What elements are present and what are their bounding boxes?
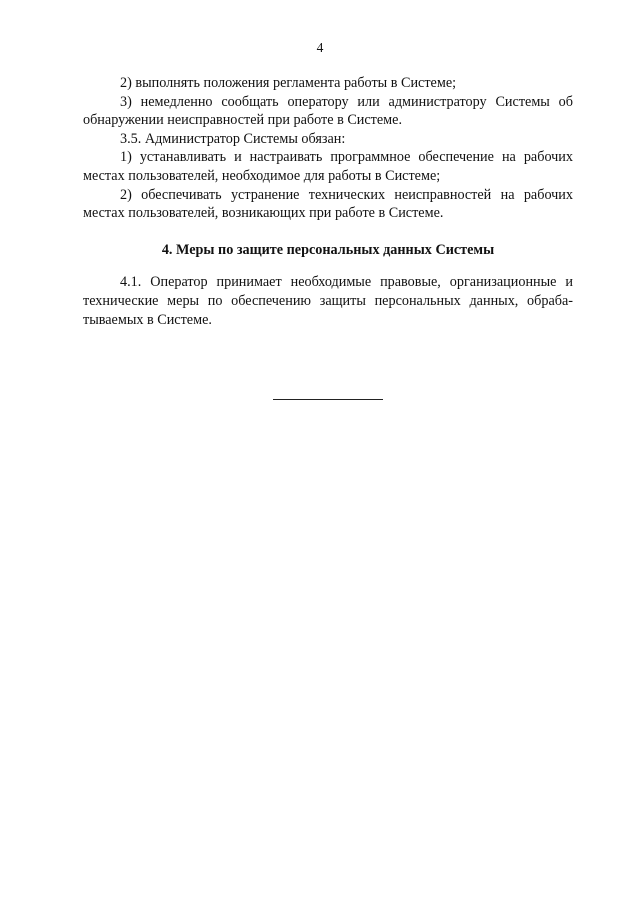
text-line: 4.1. Оператор принимает необходимые правовые, организационные и bbox=[120, 274, 573, 291]
text-line: 1) устанавливать и настраивать программное обеспечение на рабочих bbox=[120, 149, 573, 166]
section-4-text bbox=[83, 273, 573, 329]
text-line: обнаружении неисправностей при работе в Системе. bbox=[83, 112, 402, 129]
section-3-text bbox=[83, 74, 573, 223]
text-line: 3) немедленно сообщать оператору или администратору Системы об bbox=[120, 93, 573, 110]
document-body bbox=[83, 74, 573, 329]
text-line: местах пользователей, необходимое для работы в Системе; bbox=[83, 167, 441, 184]
text-line: местах пользователей, возникающих при работе в Системе. bbox=[83, 205, 444, 222]
text-line: технические меры по обеспечению защиты персональных данных, обраба- bbox=[83, 292, 573, 309]
page-number: 4 bbox=[316, 40, 324, 55]
end-of-document-rule bbox=[273, 399, 383, 400]
text-line: 2) выполнять положения регламента работы в Системе; bbox=[120, 75, 457, 91]
text-line: 2) обеспечивать устранение технических неисправностей на рабочих bbox=[120, 186, 573, 203]
text-line: тываемых в Системе. bbox=[83, 311, 212, 328]
text-line: 3.5. Администратор Системы обязан: bbox=[120, 130, 346, 147]
section-heading: 4. Меры по защите персональных данных Системы bbox=[161, 241, 495, 258]
